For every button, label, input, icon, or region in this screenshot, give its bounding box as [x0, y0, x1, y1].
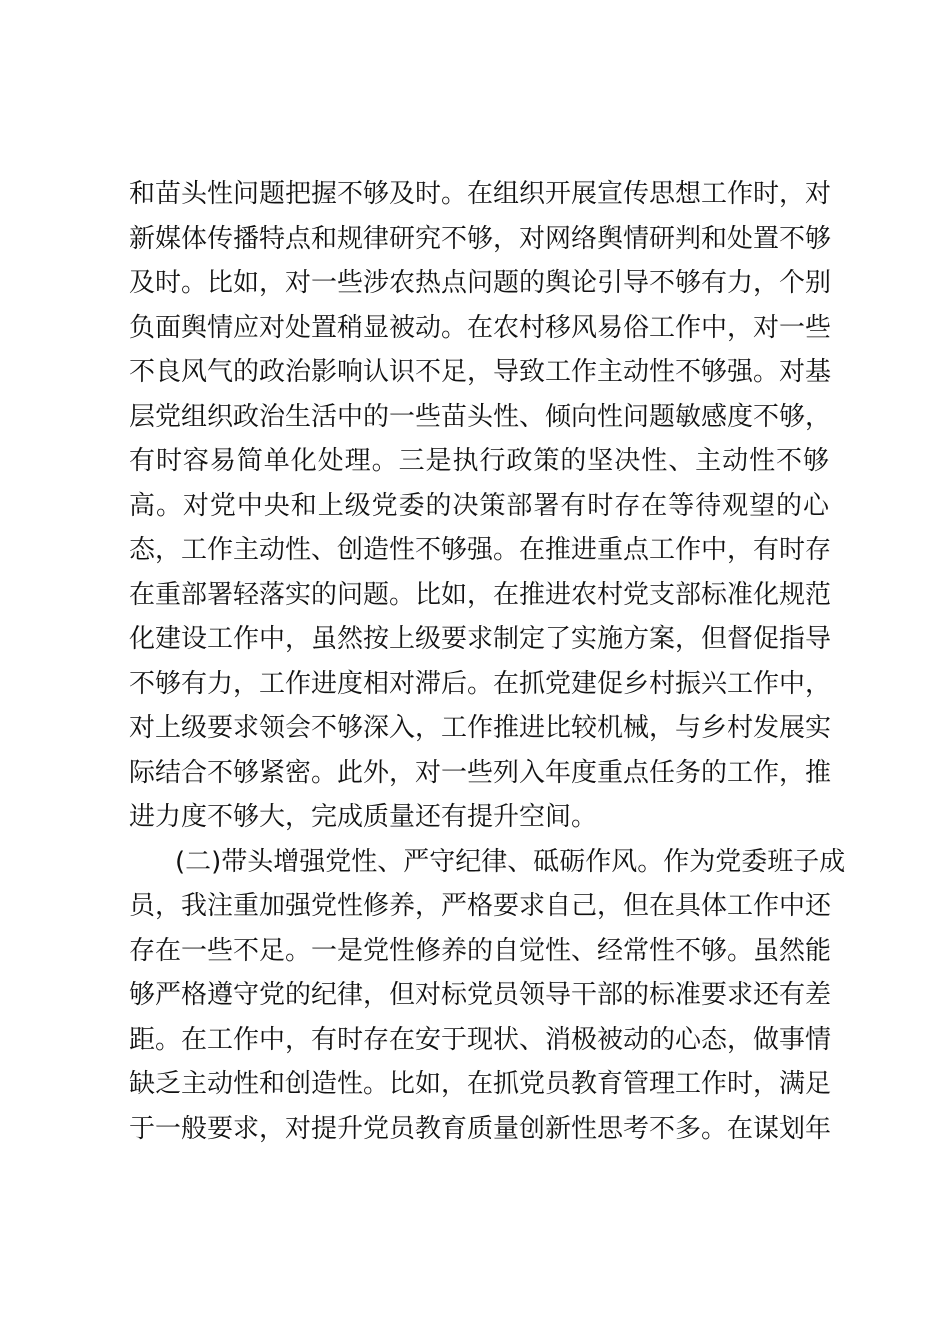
- body-text: [129, 172, 846, 1151]
- text-line: 不良风气的政治影响认识不足，导致工作主动性不够强。对基: [129, 357, 832, 387]
- text-line: 有时容易简单化处理。三是执行政策的坚决性、主动性不够: [129, 446, 829, 476]
- text-line: 存在一些不足。一是党性修养的自觉性、经常性不够。虽然能: [129, 935, 832, 966]
- text-line: 在重部署轻落实的问题。比如，在推进农村党支部标准化规范: [129, 579, 832, 610]
- text-line: 高。对党中央和上级党委的决策部署有时存在等待观望的心: [129, 490, 829, 521]
- text-line: 对上级要求领会不够深入，工作推进比较机械，与乡村发展实: [129, 713, 832, 743]
- text-line: 新媒体传播特点和规律研究不够，对网络舆情研判和处置不够: [129, 223, 832, 254]
- text-line: 和苗头性问题把握不够及时。在组织开展宣传思想工作时，对: [129, 179, 832, 209]
- text-line: 层党组织政治生活中的一些苗头性、倾向性问题敏感度不够，: [129, 401, 832, 432]
- text-line: 够严格遵守党的纪律，但对标党员领导干部的标准要求还有差: [129, 980, 832, 1010]
- text-line: 缺乏主动性和创造性。比如，在抓党员教育管理工作时，满足: [129, 1069, 832, 1099]
- text-line: 负面舆情应对处置稍显被动。在农村移风易俗工作中，对一些: [129, 312, 832, 343]
- section-heading-line: (二)带头增强党性、严守纪律、砥砺作风。作为党委班子成: [175, 846, 846, 877]
- text-line: 化建设工作中，虽然按上级要求制定了实施方案，但督促指导: [129, 624, 832, 654]
- text-line: 员，我注重加强党性修养，严格要求自己，但在具体工作中还: [129, 891, 832, 921]
- text-line: 际结合不够紧密。此外，对一些列入年度重点任务的工作，推: [129, 757, 832, 788]
- text-line: 于一般要求，对提升党员教育质量创新性思考不多。在谋划年: [129, 1113, 832, 1144]
- text-line: 态，工作主动性、创造性不够强。在推进重点工作中，有时存: [129, 535, 832, 565]
- text-line: 及时。比如，对一些涉农热点问题的舆论引导不够有力，个别: [129, 268, 832, 298]
- text-line: 进力度不够大，完成质量还有提升空间。: [129, 802, 598, 832]
- text-line: 不够有力，工作进度相对滞后。在抓党建促乡村振兴工作中，: [129, 668, 832, 699]
- text-line: 距。在工作中，有时存在安于现状、消极被动的心态，做事情: [129, 1024, 832, 1055]
